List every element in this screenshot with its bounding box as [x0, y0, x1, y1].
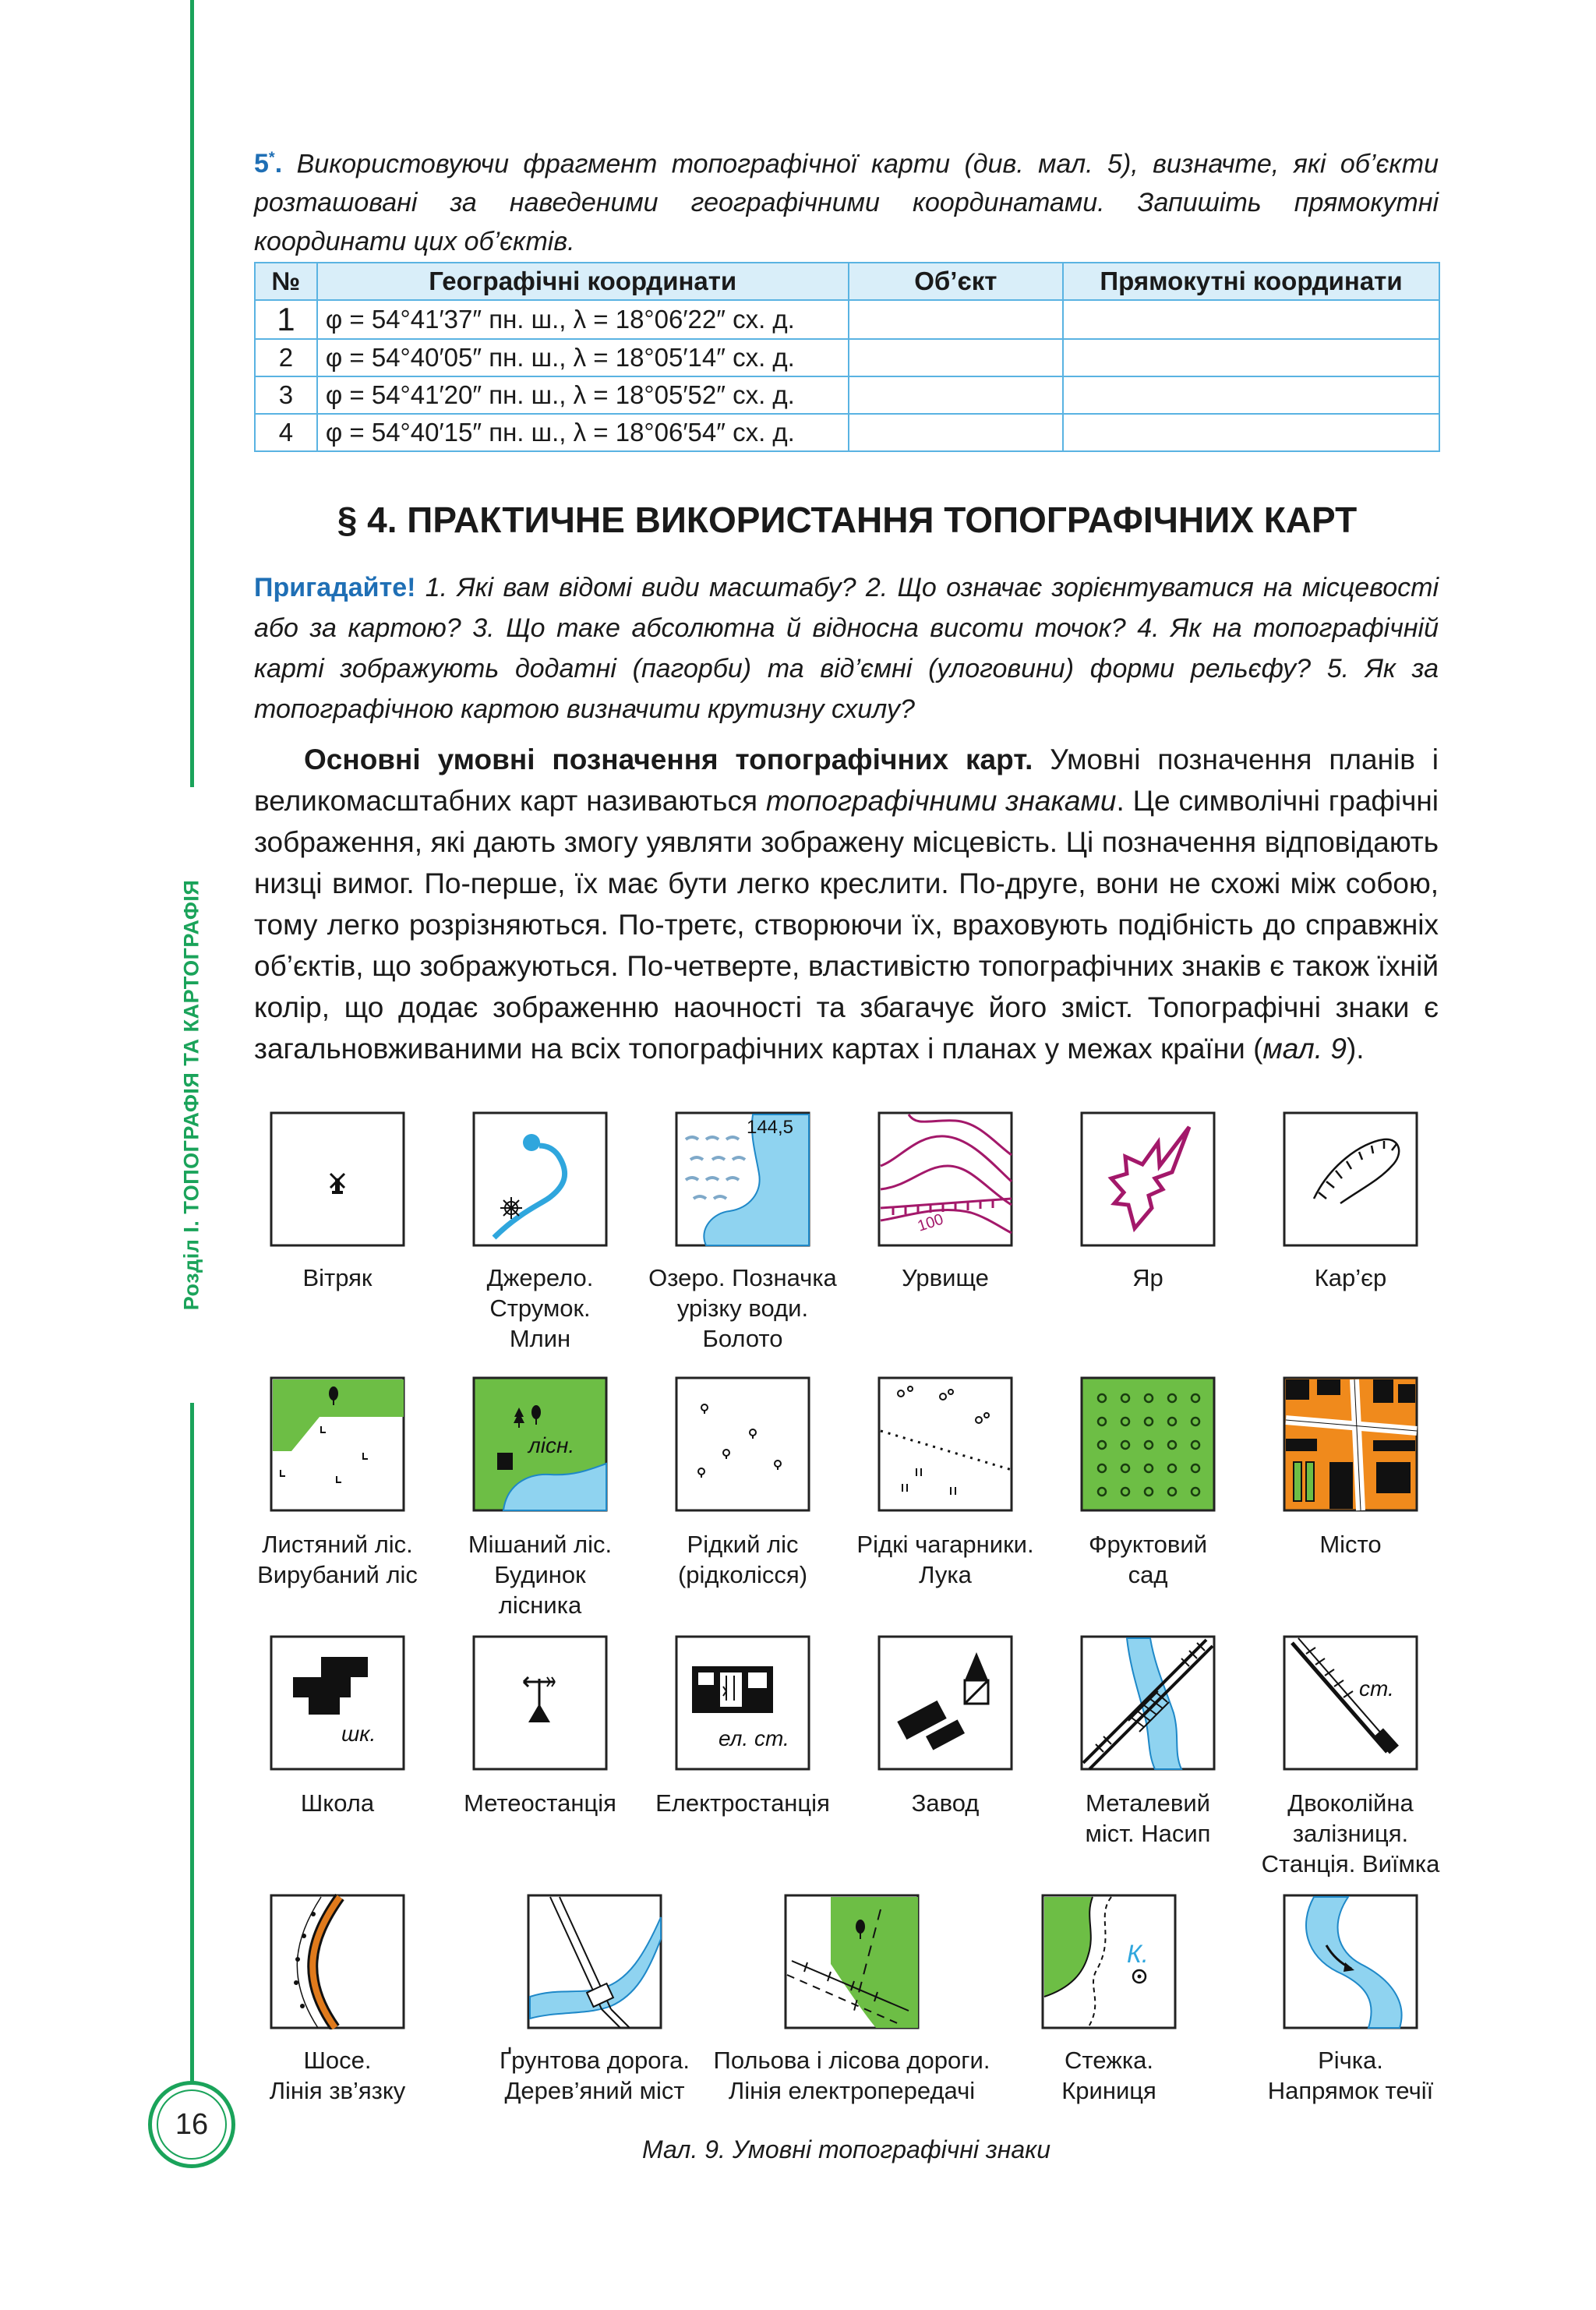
caption-line: міст. Насип: [1085, 1820, 1211, 1847]
quarry-symbol: [1283, 1111, 1418, 1247]
caption-line: Польова і лісова дороги.: [713, 2047, 990, 2074]
shrubs-meadow-symbol: [877, 1376, 1013, 1512]
caption-field-road: [692, 2045, 1012, 2106]
main-part-3: ).: [1346, 1033, 1365, 1065]
school-label: шк.: [341, 1722, 376, 1746]
task-mark: *: [268, 150, 275, 167]
field-road-icon: [784, 1894, 920, 2029]
section-heading: § 4. ПРАКТИЧНЕ ВИКОРИСТАННЯ ТОПОГРАФІЧНИХ КАРТ: [337, 500, 1358, 540]
school-symbol: [270, 1635, 405, 1771]
power-station-symbol: [675, 1635, 810, 1771]
caption-line: Дерев’яний міст: [504, 2077, 685, 2104]
caption-river: [1234, 2045, 1467, 2106]
table-header-row: [255, 263, 1439, 300]
caption-line: Струмок.: [489, 1295, 591, 1322]
lake-swamp-symbol: [675, 1111, 810, 1247]
caption-ravine: [1031, 1263, 1265, 1293]
row-rect[interactable]: [1063, 300, 1439, 339]
section-side-title: Розділ І. ТОПОГРАФІЯ ТА КАРТОГРАФІЯ: [179, 879, 203, 1311]
spring-stream-mill-symbol: [472, 1111, 608, 1247]
task-5: [254, 139, 1439, 261]
caption-line: Вітряк: [302, 1264, 373, 1291]
page-number-text: 16: [175, 2107, 209, 2141]
main-part-1: Умовні позначення планів і великомасштабних карт називаються: [254, 744, 1439, 817]
lake-level-label: 144,5: [746, 1117, 794, 1138]
caption-line: Урвище: [902, 1264, 989, 1291]
col-header-object: Об’єкт: [849, 263, 1063, 300]
task-number: [254, 149, 282, 178]
caption-line: Електростанція: [655, 1789, 830, 1817]
station-label: ст.: [1359, 1676, 1394, 1701]
row-number: 4: [255, 414, 317, 451]
highway-icon: [270, 1894, 405, 2029]
row-number: 1: [255, 300, 317, 339]
path-well-symbol: [1041, 1894, 1177, 2029]
quarry-icon: [1283, 1111, 1418, 1247]
path-well-icon: [1041, 1894, 1177, 2029]
task-dot: .: [274, 149, 283, 179]
caption-lake: [626, 1263, 860, 1354]
caption-line: Джерело.: [486, 1264, 594, 1291]
main-figure-ref: мал. 9: [1262, 1033, 1347, 1065]
caption-line: Металевий: [1086, 1789, 1210, 1817]
row-object[interactable]: [849, 414, 1063, 451]
caption-line: Річка.: [1318, 2047, 1383, 2074]
caption-line: Лінія зв’язку: [269, 2077, 406, 2104]
sparse-forest-icon: [675, 1376, 810, 1512]
caption-line: Кар’єр: [1314, 1264, 1387, 1291]
recall-block: [254, 567, 1439, 729]
city-icon: [1283, 1376, 1418, 1512]
page-number-ring: [157, 2089, 227, 2160]
caption-quarry: [1234, 1263, 1467, 1293]
caption-line: Стежка.: [1065, 2047, 1153, 2074]
side-line-top: [190, 0, 194, 787]
caption-line: залізниця.: [1292, 1820, 1409, 1847]
caption-line: Лінія електропередачі: [728, 2077, 976, 2104]
caption-line: Завод: [911, 1789, 980, 1817]
coordinates-table: [254, 262, 1440, 452]
caption-cliff: [828, 1263, 1062, 1293]
river-icon: [1283, 1894, 1418, 2029]
caption-path-well: [992, 2045, 1226, 2106]
caption-line: Фруктовий: [1088, 1531, 1208, 1558]
power-station-icon: [675, 1635, 810, 1771]
metal-bridge-embankment-symbol: [1080, 1635, 1216, 1771]
row-number: 3: [255, 376, 317, 414]
city-symbol: [1283, 1376, 1418, 1512]
field-forest-roads-powerline-symbol: [784, 1894, 920, 2029]
caption-line: Станція. Виїмка: [1261, 1850, 1440, 1877]
caption-line: Напрямок течії: [1267, 2077, 1434, 2104]
lake-swamp-icon: [675, 1111, 810, 1247]
weather-station-icon: [472, 1635, 608, 1771]
spring-stream-icon: [472, 1111, 608, 1247]
main-italic-term: топографічними знаками: [765, 785, 1117, 817]
deciduous-forest-symbol: [270, 1376, 405, 1512]
caption-line: Будинок: [494, 1561, 586, 1588]
caption-line: Рідкі чагарники.: [856, 1531, 1034, 1558]
row-coords: φ = 54°41′37″ пн. ш., λ = 18°06′22″ сх. д.: [317, 300, 849, 339]
caption-power-station: [626, 1788, 860, 1818]
row-rect[interactable]: [1063, 414, 1439, 451]
main-bold-lead: Основні умовні позначення топографічних карт.: [304, 744, 1033, 775]
table-row: [255, 376, 1439, 414]
orchard-symbol: [1080, 1376, 1216, 1512]
railway-station-symbol: [1283, 1635, 1418, 1771]
caption-school: [221, 1788, 454, 1818]
caption-line: Болото: [702, 1325, 783, 1352]
caption-line: сад: [1128, 1561, 1168, 1588]
caption-city: [1234, 1529, 1467, 1559]
task-number-value: 5: [254, 149, 269, 179]
main-part-2: . Це символічні графічні зображення, які дають змогу уявляти зображену місцевість. Ці позначення відповідають низці вимог. По-перше, їх має бути легко креслити. По-друге, вони не схожі між собою, тому легко розрізняються. По-третє, створюючи їх, враховують подібність до справжніх об’єктів, що зображуються. По-четверте, властивістю топографічних знаків є також їхній колір, що додає зображенню наочності та збагачує його зміст. Топографічні знаки є загальновживаними на всіх топографічних картах і планах у межах країни (: [254, 785, 1439, 1065]
caption-line: Лука: [919, 1561, 972, 1588]
caption-line: Школа: [300, 1789, 375, 1817]
caption-line: лісника: [498, 1591, 582, 1619]
caption-line: Двоколійна: [1287, 1789, 1414, 1817]
railway-icon: [1283, 1635, 1418, 1771]
dirt-road-wood-bridge-symbol: [527, 1894, 662, 2029]
col-header-rect: Прямокутні координати: [1063, 263, 1439, 300]
metal-bridge-icon: [1080, 1635, 1216, 1771]
col-header-geo: Географічні координати: [317, 263, 849, 300]
side-line-bottom: [190, 1403, 194, 2112]
weather-station-symbol: [472, 1635, 608, 1771]
caption-line: (рідколісся): [677, 1561, 808, 1588]
row-rect[interactable]: [1063, 376, 1439, 414]
orchard-icon: [1080, 1376, 1216, 1512]
caption-line: Криниця: [1061, 2077, 1156, 2104]
row-object[interactable]: [849, 300, 1063, 339]
caption-highway: [221, 2045, 454, 2106]
caption-mixed: [423, 1529, 657, 1620]
forester-house-label: лісн.: [528, 1433, 575, 1457]
caption-line: Озеро. Позначка: [648, 1264, 837, 1291]
caption-line: Місто: [1319, 1531, 1382, 1558]
caption-railway: [1234, 1788, 1467, 1879]
caption-line: урізку води.: [676, 1295, 809, 1322]
main-paragraph: [254, 739, 1439, 1069]
caption-line: Вирубаний ліс: [257, 1561, 418, 1588]
river-flow-symbol: [1283, 1894, 1418, 2029]
mixed-forest-symbol: [472, 1376, 608, 1512]
caption-spring: [423, 1263, 657, 1354]
caption-line: Метеостанція: [464, 1789, 616, 1817]
caption-deciduous: [221, 1529, 454, 1590]
windmill-symbol: [270, 1111, 405, 1247]
caption-line: Млин: [509, 1325, 571, 1352]
shrubs-meadow-icon: [877, 1376, 1013, 1512]
caption-orchard: [1031, 1529, 1265, 1590]
row-coords: φ = 54°40′05″ пн. ш., λ = 18°05′14″ сх. д.: [317, 339, 849, 376]
caption-weather-station: [423, 1788, 657, 1818]
recall-lead: Пригадайте!: [254, 573, 416, 602]
caption-windmill: [221, 1263, 454, 1293]
caption-factory: [828, 1788, 1062, 1818]
caption-dirt-road: [470, 2045, 719, 2106]
windmill-icon: [270, 1111, 405, 1247]
highway-comm-line-symbol: [270, 1894, 405, 2029]
cliff-contour-label: 100: [915, 1210, 946, 1235]
well-label: К.: [1127, 1940, 1149, 1968]
factory-icon: [877, 1635, 1013, 1771]
row-coords: φ = 54°41′20″ пн. ш., λ = 18°05′52″ сх. д.: [317, 376, 849, 414]
row-rect[interactable]: [1063, 339, 1439, 376]
caption-line: Шосе.: [303, 2047, 372, 2074]
row-coords: φ = 54°40′15″ пн. ш., λ = 18°06′54″ сх. д.: [317, 414, 849, 451]
row-object[interactable]: [849, 339, 1063, 376]
row-number: 2: [255, 339, 317, 376]
table-row: [255, 339, 1439, 376]
table-row: [255, 300, 1439, 339]
caption-sparse: [626, 1529, 860, 1590]
cliff-symbol: [877, 1111, 1013, 1247]
caption-line: Яр: [1132, 1264, 1163, 1291]
caption-line: Ґрунтова дорога.: [499, 2047, 690, 2074]
caption-line: Мішаний ліс.: [468, 1531, 613, 1558]
sparse-forest-symbol: [675, 1376, 810, 1512]
caption-metal-bridge: [1031, 1788, 1265, 1849]
mixed-forest-icon: [472, 1376, 608, 1512]
task-text: Використовуючи фрагмент топографічної карти (див. мал. 5), визначте, які об’єкти розташовані за наведеними географічними координатами. Запишіть прямокутні координати цих об’єктів.: [254, 149, 1439, 257]
dirt-road-icon: [527, 1894, 662, 2029]
caption-line: Рідкий ліс: [687, 1531, 799, 1558]
col-header-number: №: [255, 263, 317, 300]
caption-shrubs: [828, 1529, 1062, 1590]
cliff-icon: [877, 1111, 1013, 1247]
figure-caption: Мал. 9. Умовні топографічні знаки: [641, 2135, 1051, 2163]
table-row: [255, 414, 1439, 451]
power-station-label: ел. ст.: [719, 1726, 789, 1750]
factory-symbol: [877, 1635, 1013, 1771]
ravine-icon: [1080, 1111, 1216, 1247]
row-object[interactable]: [849, 376, 1063, 414]
ravine-symbol: [1080, 1111, 1216, 1247]
recall-text: 1. Які вам відомі види масштабу? 2. Що означає зорієнтуватися на місцевості або за картою? 3. Що таке абсолютна й відносна висоти точок? 4. Як на топографічній карті зображують додатні (пагорби) та від’ємні (улоговини) форми рельєфу? 5. Як за топографічною картою визначити крутизну схилу?: [254, 573, 1439, 724]
school-icon: [270, 1635, 405, 1771]
caption-line: Листяний ліс.: [262, 1531, 413, 1558]
deciduous-forest-icon: [270, 1376, 405, 1512]
